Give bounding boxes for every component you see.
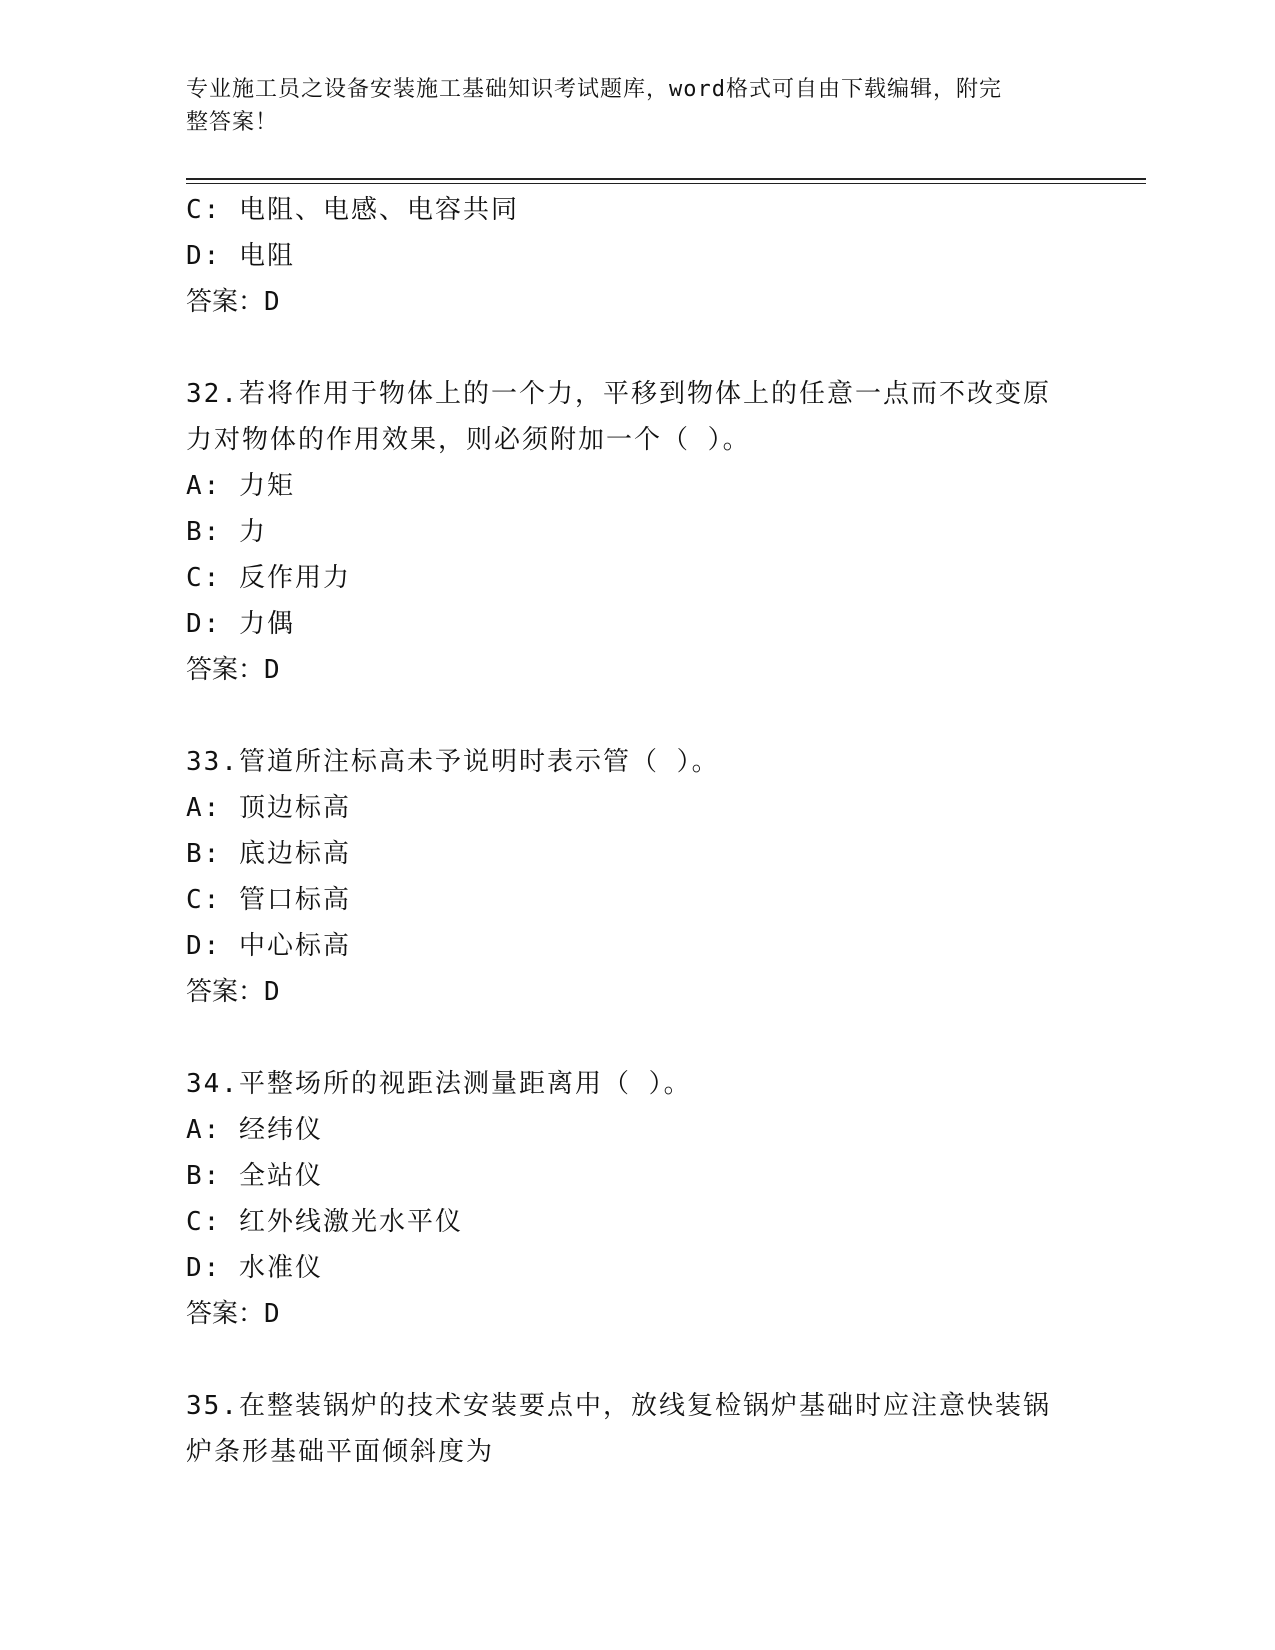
question-stem: 32.若将作用于物体上的一个力，平移到物体上的任意一点而不改变原	[186, 379, 1051, 409]
option-c: C: 反作用力	[186, 563, 351, 593]
question-stem: 35.在整装锅炉的技术安装要点中，放线复检锅炉基础时应注意快装锅	[186, 1391, 1051, 1421]
option-b: B: 全站仪	[186, 1161, 323, 1191]
spacer	[186, 1337, 1086, 1383]
answer-line: 答案：D	[186, 977, 280, 1007]
option-d: D: 中心标高	[186, 931, 351, 961]
option-c: C: 电阻、电感、电容共同	[186, 195, 519, 225]
header-line-1: 专业施工员之设备安装施工基础知识考试题库，word格式可自由下载编辑，附完	[186, 77, 1002, 102]
spacer	[186, 693, 1086, 739]
question-block-32	[186, 371, 1086, 693]
question-block-34	[186, 1061, 1086, 1337]
question-stem: 34.平整场所的视距法测量距离用（ ）。	[186, 1069, 692, 1099]
option-d: D: 电阻	[186, 241, 295, 271]
header-line-2: 整答案！	[186, 110, 279, 135]
answer-line: 答案：D	[186, 287, 280, 317]
spacer	[186, 325, 1086, 371]
prev-question-block	[186, 187, 1086, 325]
option-d: D: 水准仪	[186, 1253, 323, 1283]
question-stem: 炉条形基础平面倾斜度为	[186, 1437, 495, 1467]
question-stem: 33.管道所注标高未予说明时表示管（ ）。	[186, 747, 720, 777]
option-a: A: 力矩	[186, 471, 295, 501]
answer-line: 答案：D	[186, 655, 280, 685]
option-d: D: 力偶	[186, 609, 295, 639]
option-c: C: 红外线激光水平仪	[186, 1207, 463, 1237]
question-block-35	[186, 1383, 1086, 1475]
option-c: C: 管口标高	[186, 885, 351, 915]
header-rule-thin	[186, 183, 1146, 184]
header-rule-thick	[186, 178, 1146, 180]
option-a: A: 顶边标高	[186, 793, 351, 823]
option-b: B: 力	[186, 517, 267, 547]
question-content	[186, 187, 1086, 1475]
question-stem: 力对物体的作用效果，则必须附加一个（ ）。	[186, 425, 751, 455]
question-block-33	[186, 739, 1086, 1015]
page-header	[186, 73, 1066, 139]
option-a: A: 经纬仪	[186, 1115, 323, 1145]
option-b: B: 底边标高	[186, 839, 351, 869]
spacer	[186, 1015, 1086, 1061]
answer-line: 答案：D	[186, 1299, 280, 1329]
